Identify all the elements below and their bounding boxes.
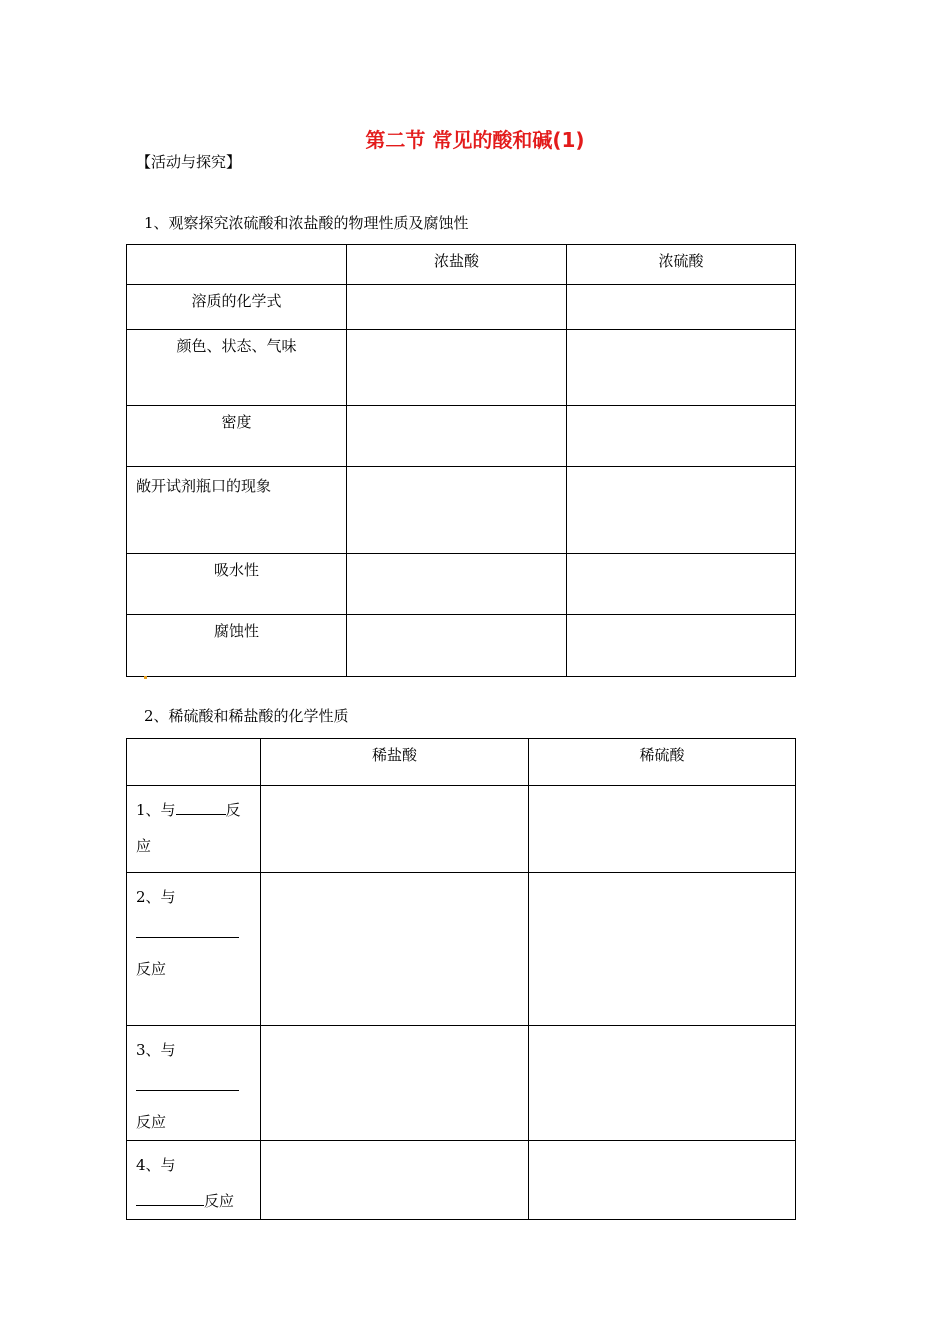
reaction-suffix: 反应	[136, 1113, 167, 1131]
reaction-prefix: 2、与	[136, 888, 176, 906]
chemical-properties-table	[126, 738, 796, 1220]
reaction-row-label	[127, 1026, 261, 1141]
answer-cell[interactable]	[347, 615, 567, 677]
table-row	[127, 615, 796, 677]
header-cell-empty	[127, 245, 347, 285]
table-row	[127, 1026, 796, 1141]
page-title: 第二节 常见的酸和碱(1)	[365, 128, 585, 152]
row-label-density: 密度	[127, 406, 347, 467]
answer-cell[interactable]	[567, 615, 796, 677]
answer-cell[interactable]	[347, 285, 567, 330]
reaction-suffix: 反应	[136, 960, 167, 978]
reaction-row-label	[127, 786, 261, 873]
reaction-prefix: 1、与	[136, 801, 176, 819]
table-row	[127, 285, 796, 330]
answer-cell[interactable]	[529, 1026, 796, 1141]
fill-blank[interactable]	[136, 1076, 239, 1091]
header-cell-dilute-h2so4: 稀硫酸	[529, 739, 796, 786]
table-row	[127, 786, 796, 873]
header-cell-empty	[127, 739, 261, 786]
answer-cell[interactable]	[567, 406, 796, 467]
table-row	[127, 330, 796, 406]
question-2-heading: 2、稀硫酸和稀盐酸的化学性质	[144, 707, 349, 725]
mark-dot	[144, 676, 147, 679]
answer-cell[interactable]	[567, 554, 796, 615]
answer-cell[interactable]	[347, 330, 567, 406]
row-label-solute-formula: 溶质的化学式	[127, 285, 347, 330]
reaction-suffix: 反应	[204, 1192, 235, 1210]
fill-blank[interactable]	[136, 1191, 204, 1206]
row-label-open-bottle: 敞开试剂瓶口的现象	[127, 467, 347, 554]
answer-cell[interactable]	[261, 1026, 529, 1141]
table-row	[127, 245, 796, 285]
reaction-suffix: 应	[136, 837, 152, 855]
row-label-water-absorption: 吸水性	[127, 554, 347, 615]
header-cell-dilute-hcl: 稀盐酸	[261, 739, 529, 786]
answer-cell[interactable]	[261, 873, 529, 1026]
table-row	[127, 554, 796, 615]
question-1-heading: 1、观察探究浓硫酸和浓盐酸的物理性质及腐蚀性	[144, 214, 469, 232]
table-row	[127, 467, 796, 554]
header-cell-conc-hcl: 浓盐酸	[347, 245, 567, 285]
answer-cell[interactable]	[347, 554, 567, 615]
row-label-corrosiveness: 腐蚀性	[127, 615, 347, 677]
fill-blank[interactable]	[136, 923, 239, 938]
answer-cell[interactable]	[261, 786, 529, 873]
reaction-prefix: 3、与	[136, 1041, 176, 1059]
answer-cell[interactable]	[567, 285, 796, 330]
physical-properties-table	[126, 244, 796, 677]
answer-cell[interactable]	[567, 467, 796, 554]
answer-cell[interactable]	[529, 1141, 796, 1220]
table-row	[127, 406, 796, 467]
fill-blank[interactable]	[176, 800, 226, 815]
reaction-row-label	[127, 1141, 261, 1220]
table-row	[127, 873, 796, 1026]
row-label-color-state-odor: 颜色、状态、气味	[127, 330, 347, 406]
answer-cell[interactable]	[567, 330, 796, 406]
reaction-row-label	[127, 873, 261, 1026]
answer-cell[interactable]	[529, 786, 796, 873]
reaction-prefix: 4、与	[136, 1156, 176, 1174]
answer-cell[interactable]	[347, 467, 567, 554]
section-tag: 【活动与探究】	[136, 153, 242, 171]
reaction-suffix: 反	[225, 801, 241, 819]
answer-cell[interactable]	[529, 873, 796, 1026]
header-cell-conc-h2so4: 浓硫酸	[567, 245, 796, 285]
table-row	[127, 1141, 796, 1220]
table-row	[127, 739, 796, 786]
answer-cell[interactable]	[347, 406, 567, 467]
answer-cell[interactable]	[261, 1141, 529, 1220]
